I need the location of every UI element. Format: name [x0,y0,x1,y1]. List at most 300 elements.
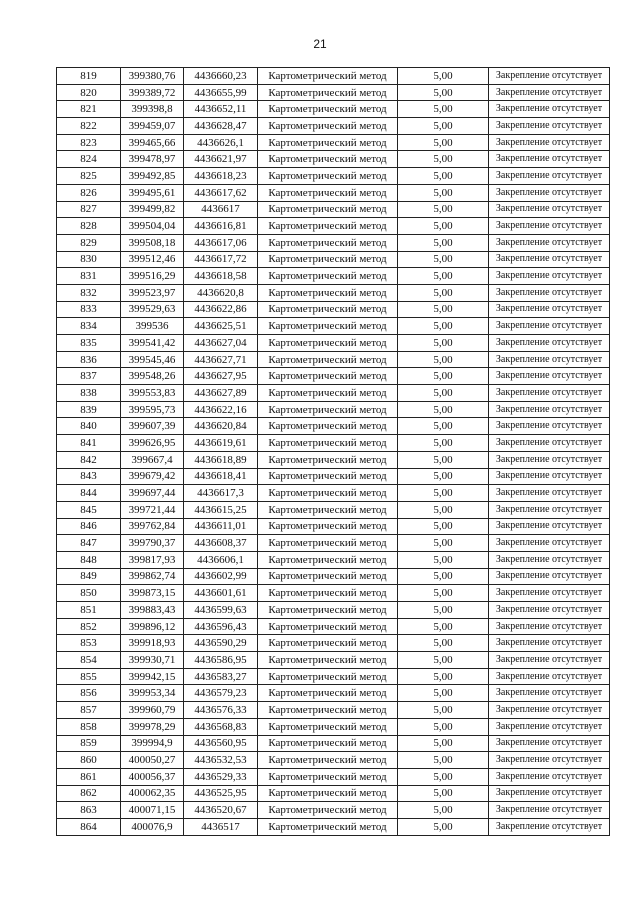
method-cell: Картометрический метод [258,318,398,335]
x-coordinate-cell: 399883,43 [121,602,184,619]
fixing-status-cell: Закрепление отсутствует [489,535,610,552]
x-coordinate-cell: 399930,71 [121,652,184,669]
point-number-cell: 848 [57,551,121,568]
table-row [57,468,610,485]
point-number-cell: 820 [57,84,121,101]
point-number-cell: 860 [57,752,121,769]
table-row [57,518,610,535]
table-row [57,301,610,318]
fixing-status-cell: Закрепление отсутствует [489,418,610,435]
method-cell: Картометрический метод [258,535,398,552]
y-coordinate-cell: 4436606,1 [184,551,258,568]
x-coordinate-cell: 399721,44 [121,501,184,518]
x-coordinate-cell: 399918,93 [121,635,184,652]
method-cell: Картометрический метод [258,735,398,752]
y-coordinate-cell: 4436599,63 [184,602,258,619]
method-cell: Картометрический метод [258,768,398,785]
y-coordinate-cell: 4436617,06 [184,234,258,251]
fixing-status-cell: Закрепление отсутствует [489,168,610,185]
x-coordinate-cell: 400056,37 [121,768,184,785]
table-row [57,151,610,168]
method-cell: Картометрический метод [258,118,398,135]
y-coordinate-cell: 4436617,62 [184,184,258,201]
fixing-status-cell: Закрепление отсутствует [489,685,610,702]
fixing-status-cell: Закрепление отсутствует [489,385,610,402]
table-row [57,234,610,251]
y-coordinate-cell: 4436601,61 [184,585,258,602]
method-cell: Картометрический метод [258,284,398,301]
x-coordinate-cell: 399960,79 [121,702,184,719]
point-number-cell: 824 [57,151,121,168]
accuracy-cell: 5,00 [398,602,489,619]
method-cell: Картометрический метод [258,551,398,568]
fixing-status-cell: Закрепление отсутствует [489,618,610,635]
point-number-cell: 844 [57,485,121,502]
accuracy-cell: 5,00 [398,818,489,835]
x-coordinate-cell: 399523,97 [121,284,184,301]
table-row [57,284,610,301]
x-coordinate-cell: 399536 [121,318,184,335]
x-coordinate-cell: 399873,15 [121,585,184,602]
accuracy-cell: 5,00 [398,435,489,452]
fixing-status-cell: Закрепление отсутствует [489,234,610,251]
y-coordinate-cell: 4436626,1 [184,134,258,151]
x-coordinate-cell: 399508,18 [121,234,184,251]
method-cell: Картометрический метод [258,184,398,201]
y-coordinate-cell: 4436560,95 [184,735,258,752]
point-number-cell: 833 [57,301,121,318]
y-coordinate-cell: 4436621,97 [184,151,258,168]
x-coordinate-cell: 399398,8 [121,101,184,118]
y-coordinate-cell: 4436618,58 [184,268,258,285]
x-coordinate-cell: 399465,66 [121,134,184,151]
accuracy-cell: 5,00 [398,752,489,769]
method-cell: Картометрический метод [258,101,398,118]
fixing-status-cell: Закрепление отсутствует [489,268,610,285]
fixing-status-cell: Закрепление отсутствует [489,335,610,352]
table-row [57,268,610,285]
accuracy-cell: 5,00 [398,551,489,568]
fixing-status-cell: Закрепление отсутствует [489,351,610,368]
table-row [57,201,610,218]
y-coordinate-cell: 4436627,95 [184,368,258,385]
y-coordinate-cell: 4436627,04 [184,335,258,352]
fixing-status-cell: Закрепление отсутствует [489,635,610,652]
fixing-status-cell: Закрепление отсутствует [489,401,610,418]
x-coordinate-cell: 399495,61 [121,184,184,201]
table-row [57,101,610,118]
accuracy-cell: 5,00 [398,718,489,735]
point-number-cell: 851 [57,602,121,619]
accuracy-cell: 5,00 [398,301,489,318]
point-number-cell: 863 [57,802,121,819]
fixing-status-cell: Закрепление отсутствует [489,284,610,301]
table-row [57,501,610,518]
table-row [57,535,610,552]
y-coordinate-cell: 4436622,16 [184,401,258,418]
accuracy-cell: 5,00 [398,518,489,535]
fixing-status-cell: Закрепление отсутствует [489,318,610,335]
accuracy-cell: 5,00 [398,785,489,802]
point-number-cell: 834 [57,318,121,335]
method-cell: Картометрический метод [258,134,398,151]
table-row [57,718,610,735]
accuracy-cell: 5,00 [398,284,489,301]
y-coordinate-cell: 4436532,53 [184,752,258,769]
method-cell: Картометрический метод [258,168,398,185]
x-coordinate-cell: 399512,46 [121,251,184,268]
method-cell: Картометрический метод [258,802,398,819]
table-row [57,451,610,468]
page-number: 21 [313,37,327,51]
x-coordinate-cell: 400071,15 [121,802,184,819]
accuracy-cell: 5,00 [398,485,489,502]
x-coordinate-cell: 400050,27 [121,752,184,769]
accuracy-cell: 5,00 [398,68,489,85]
method-cell: Картометрический метод [258,718,398,735]
point-number-cell: 822 [57,118,121,135]
y-coordinate-cell: 4436586,95 [184,652,258,669]
point-number-cell: 861 [57,768,121,785]
accuracy-cell: 5,00 [398,234,489,251]
table-row [57,585,610,602]
method-cell: Картометрический метод [258,201,398,218]
x-coordinate-cell: 399790,37 [121,535,184,552]
fixing-status-cell: Закрепление отсутствует [489,752,610,769]
accuracy-cell: 5,00 [398,368,489,385]
table-row [57,785,610,802]
accuracy-cell: 5,00 [398,668,489,685]
y-coordinate-cell: 4436620,84 [184,418,258,435]
y-coordinate-cell: 4436608,37 [184,535,258,552]
table-row [57,752,610,769]
point-number-cell: 853 [57,635,121,652]
fixing-status-cell: Закрепление отсутствует [489,301,610,318]
point-number-cell: 854 [57,652,121,669]
fixing-status-cell: Закрепление отсутствует [489,702,610,719]
fixing-status-cell: Закрепление отсутствует [489,84,610,101]
y-coordinate-cell: 4436617 [184,201,258,218]
fixing-status-cell: Закрепление отсутствует [489,668,610,685]
fixing-status-cell: Закрепление отсутствует [489,735,610,752]
method-cell: Картометрический метод [258,301,398,318]
table-row [57,735,610,752]
point-number-cell: 849 [57,568,121,585]
method-cell: Картометрический метод [258,451,398,468]
method-cell: Картометрический метод [258,418,398,435]
table-row [57,668,610,685]
accuracy-cell: 5,00 [398,201,489,218]
accuracy-cell: 5,00 [398,568,489,585]
x-coordinate-cell: 399994,9 [121,735,184,752]
method-cell: Картометрический метод [258,268,398,285]
y-coordinate-cell: 4436590,29 [184,635,258,652]
table-row [57,335,610,352]
table-row [57,401,610,418]
point-number-cell: 827 [57,201,121,218]
y-coordinate-cell: 4436617,3 [184,485,258,502]
fixing-status-cell: Закрепление отсутствует [489,485,610,502]
accuracy-cell: 5,00 [398,134,489,151]
table-row [57,768,610,785]
point-number-cell: 856 [57,685,121,702]
fixing-status-cell: Закрепление отсутствует [489,218,610,235]
fixing-status-cell: Закрепление отсутствует [489,184,610,201]
y-coordinate-cell: 4436602,99 [184,568,258,585]
table-row [57,84,610,101]
table-row [57,118,610,135]
fixing-status-cell: Закрепление отсутствует [489,518,610,535]
coordinates-table [56,67,610,836]
fixing-status-cell: Закрепление отсутствует [489,68,610,85]
table-row [57,702,610,719]
x-coordinate-cell: 400076,9 [121,818,184,835]
accuracy-cell: 5,00 [398,418,489,435]
x-coordinate-cell: 399953,34 [121,685,184,702]
fixing-status-cell: Закрепление отсутствует [489,501,610,518]
y-coordinate-cell: 4436529,33 [184,768,258,785]
x-coordinate-cell: 399762,84 [121,518,184,535]
table-row [57,385,610,402]
method-cell: Картометрический метод [258,68,398,85]
accuracy-cell: 5,00 [398,101,489,118]
accuracy-cell: 5,00 [398,351,489,368]
table-row [57,568,610,585]
y-coordinate-cell: 4436660,23 [184,68,258,85]
method-cell: Картометрический метод [258,251,398,268]
method-cell: Картометрический метод [258,518,398,535]
x-coordinate-cell: 399492,85 [121,168,184,185]
point-number-cell: 847 [57,535,121,552]
x-coordinate-cell: 399516,29 [121,268,184,285]
accuracy-cell: 5,00 [398,585,489,602]
accuracy-cell: 5,00 [398,618,489,635]
accuracy-cell: 5,00 [398,385,489,402]
fixing-status-cell: Закрепление отсутствует [489,101,610,118]
accuracy-cell: 5,00 [398,652,489,669]
accuracy-cell: 5,00 [398,168,489,185]
x-coordinate-cell: 400062,35 [121,785,184,802]
table-row [57,184,610,201]
accuracy-cell: 5,00 [398,401,489,418]
y-coordinate-cell: 4436618,89 [184,451,258,468]
accuracy-cell: 5,00 [398,151,489,168]
method-cell: Картометрический метод [258,151,398,168]
method-cell: Картометрический метод [258,468,398,485]
y-coordinate-cell: 4436622,86 [184,301,258,318]
x-coordinate-cell: 399478,97 [121,151,184,168]
table-row [57,802,610,819]
x-coordinate-cell: 399679,42 [121,468,184,485]
table-row [57,485,610,502]
y-coordinate-cell: 4436627,89 [184,385,258,402]
table-row [57,602,610,619]
y-coordinate-cell: 4436568,83 [184,718,258,735]
method-cell: Картометрический метод [258,818,398,835]
point-number-cell: 832 [57,284,121,301]
accuracy-cell: 5,00 [398,735,489,752]
x-coordinate-cell: 399978,29 [121,718,184,735]
point-number-cell: 823 [57,134,121,151]
point-number-cell: 821 [57,101,121,118]
fixing-status-cell: Закрепление отсутствует [489,151,610,168]
method-cell: Картометрический метод [258,602,398,619]
y-coordinate-cell: 4436579,23 [184,685,258,702]
table-row [57,251,610,268]
y-coordinate-cell: 4436576,33 [184,702,258,719]
point-number-cell: 842 [57,451,121,468]
fixing-status-cell: Закрепление отсутствует [489,652,610,669]
method-cell: Картометрический метод [258,385,398,402]
fixing-status-cell: Закрепление отсутствует [489,118,610,135]
accuracy-cell: 5,00 [398,535,489,552]
y-coordinate-cell: 4436583,27 [184,668,258,685]
point-number-cell: 862 [57,785,121,802]
point-number-cell: 857 [57,702,121,719]
fixing-status-cell: Закрепление отсутствует [489,551,610,568]
fixing-status-cell: Закрепление отсутствует [489,435,610,452]
coordinates-table-body [57,68,610,836]
y-coordinate-cell: 4436617,72 [184,251,258,268]
y-coordinate-cell: 4436627,71 [184,351,258,368]
method-cell: Картометрический метод [258,752,398,769]
fixing-status-cell: Закрепление отсутствует [489,602,610,619]
x-coordinate-cell: 399541,42 [121,335,184,352]
accuracy-cell: 5,00 [398,468,489,485]
accuracy-cell: 5,00 [398,84,489,101]
point-number-cell: 859 [57,735,121,752]
y-coordinate-cell: 4436520,67 [184,802,258,819]
x-coordinate-cell: 399553,83 [121,385,184,402]
method-cell: Картометрический метод [258,368,398,385]
y-coordinate-cell: 4436652,11 [184,101,258,118]
y-coordinate-cell: 4436616,81 [184,218,258,235]
table-row [57,818,610,835]
accuracy-cell: 5,00 [398,335,489,352]
method-cell: Картометрический метод [258,668,398,685]
fixing-status-cell: Закрепление отсутствует [489,585,610,602]
point-number-cell: 852 [57,618,121,635]
method-cell: Картометрический метод [258,568,398,585]
method-cell: Картометрический метод [258,218,398,235]
point-number-cell: 838 [57,385,121,402]
point-number-cell: 864 [57,818,121,835]
fixing-status-cell: Закрепление отсутствует [489,201,610,218]
accuracy-cell: 5,00 [398,268,489,285]
method-cell: Картометрический метод [258,585,398,602]
x-coordinate-cell: 399545,46 [121,351,184,368]
table-row [57,368,610,385]
accuracy-cell: 5,00 [398,685,489,702]
method-cell: Картометрический метод [258,785,398,802]
point-number-cell: 828 [57,218,121,235]
method-cell: Картометрический метод [258,685,398,702]
fixing-status-cell: Закрепление отсутствует [489,468,610,485]
method-cell: Картометрический метод [258,335,398,352]
x-coordinate-cell: 399626,95 [121,435,184,452]
method-cell: Картометрический метод [258,501,398,518]
accuracy-cell: 5,00 [398,451,489,468]
accuracy-cell: 5,00 [398,218,489,235]
x-coordinate-cell: 399389,72 [121,84,184,101]
point-number-cell: 858 [57,718,121,735]
method-cell: Картометрический метод [258,702,398,719]
y-coordinate-cell: 4436619,61 [184,435,258,452]
method-cell: Картометрический метод [258,618,398,635]
point-number-cell: 843 [57,468,121,485]
y-coordinate-cell: 4436625,51 [184,318,258,335]
table-row [57,351,610,368]
fixing-status-cell: Закрепление отсутствует [489,818,610,835]
x-coordinate-cell: 399862,74 [121,568,184,585]
fixing-status-cell: Закрепление отсутствует [489,251,610,268]
point-number-cell: 825 [57,168,121,185]
method-cell: Картометрический метод [258,635,398,652]
point-number-cell: 831 [57,268,121,285]
y-coordinate-cell: 4436517 [184,818,258,835]
x-coordinate-cell: 399896,12 [121,618,184,635]
table-row [57,635,610,652]
table-row [57,685,610,702]
y-coordinate-cell: 4436628,47 [184,118,258,135]
method-cell: Картометрический метод [258,485,398,502]
table-row [57,551,610,568]
accuracy-cell: 5,00 [398,501,489,518]
point-number-cell: 850 [57,585,121,602]
point-number-cell: 837 [57,368,121,385]
point-number-cell: 826 [57,184,121,201]
accuracy-cell: 5,00 [398,802,489,819]
fixing-status-cell: Закрепление отсутствует [489,718,610,735]
table-row [57,218,610,235]
point-number-cell: 855 [57,668,121,685]
y-coordinate-cell: 4436596,43 [184,618,258,635]
x-coordinate-cell: 399548,26 [121,368,184,385]
x-coordinate-cell: 399499,82 [121,201,184,218]
x-coordinate-cell: 399595,73 [121,401,184,418]
x-coordinate-cell: 399380,76 [121,68,184,85]
point-number-cell: 839 [57,401,121,418]
point-number-cell: 830 [57,251,121,268]
point-number-cell: 829 [57,234,121,251]
y-coordinate-cell: 4436618,23 [184,168,258,185]
method-cell: Картометрический метод [258,652,398,669]
x-coordinate-cell: 399817,93 [121,551,184,568]
point-number-cell: 819 [57,68,121,85]
method-cell: Картометрический метод [258,401,398,418]
x-coordinate-cell: 399504,04 [121,218,184,235]
y-coordinate-cell: 4436615,25 [184,501,258,518]
table-row [57,134,610,151]
fixing-status-cell: Закрепление отсутствует [489,802,610,819]
x-coordinate-cell: 399942,15 [121,668,184,685]
fixing-status-cell: Закрепление отсутствует [489,768,610,785]
point-number-cell: 841 [57,435,121,452]
accuracy-cell: 5,00 [398,635,489,652]
accuracy-cell: 5,00 [398,118,489,135]
point-number-cell: 846 [57,518,121,535]
y-coordinate-cell: 4436620,8 [184,284,258,301]
point-number-cell: 836 [57,351,121,368]
table-row [57,68,610,85]
table-row [57,168,610,185]
table-row [57,318,610,335]
table-row [57,435,610,452]
accuracy-cell: 5,00 [398,318,489,335]
method-cell: Картометрический метод [258,234,398,251]
method-cell: Картометрический метод [258,351,398,368]
x-coordinate-cell: 399667,4 [121,451,184,468]
